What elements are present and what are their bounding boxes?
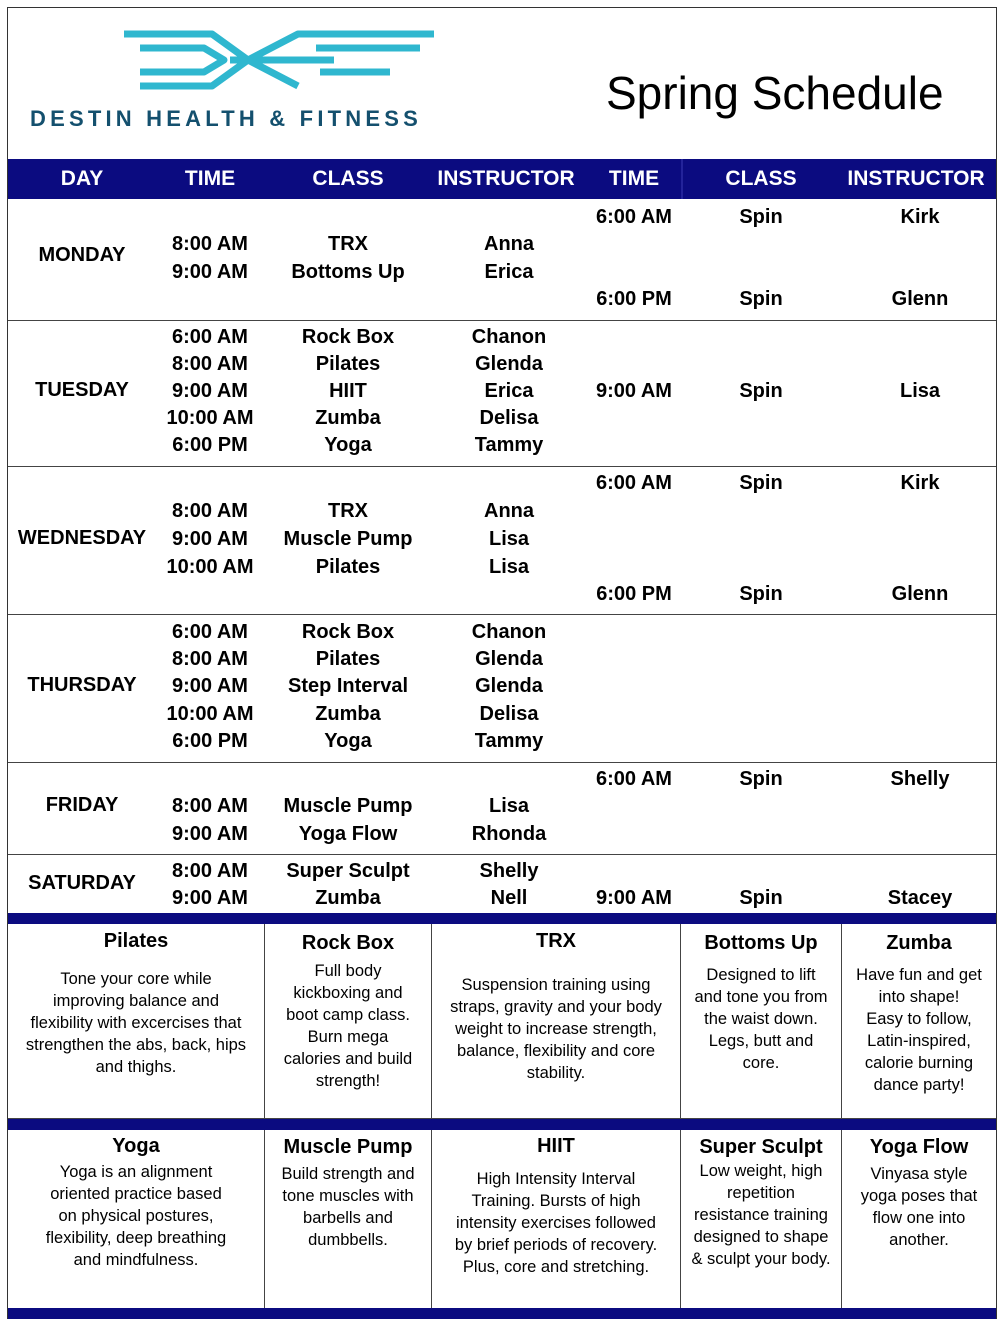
left-class-cell: HIIT (329, 380, 367, 402)
left-time-cell: 6:00 AM (172, 326, 248, 348)
descriptions-row-2 (8, 1130, 996, 1309)
left-class-cell: Zumba (315, 407, 381, 429)
right-instructor-cell: Lisa (899, 380, 941, 402)
left-time-cell: 8:00 AM (172, 233, 248, 255)
left-class-cell: Yoga (324, 434, 372, 456)
left-class-cell: Yoga Flow (298, 823, 398, 845)
right-class-cell: Spin (739, 380, 783, 402)
left-time-cell: 9:00 AM (172, 528, 248, 550)
right-instructor-cell: Stacey (887, 887, 953, 909)
right-class-cell: Spin (739, 472, 783, 494)
left-class-cell: Yoga (324, 730, 372, 752)
desc-title: Muscle Pump (283, 1136, 413, 1158)
col-class: CLASS (312, 167, 384, 190)
right-instructor-cell: Kirk (900, 206, 940, 228)
logo (20, 24, 540, 134)
left-class-cell: Pilates (315, 353, 381, 375)
left-time-cell: 8:00 AM (172, 860, 248, 882)
left-class-cell: TRX (328, 233, 368, 255)
left-time-cell: 9:00 AM (172, 380, 248, 402)
desc-title: Zumba (886, 932, 952, 954)
left-instructor-cell: Glenda (475, 353, 543, 375)
left-instructor-cell: Glenda (475, 675, 543, 697)
left-time-cell: 10:00 AM (166, 703, 254, 725)
col-instructor: INSTRUCTOR (437, 167, 575, 190)
day-label: SATURDAY (28, 872, 136, 894)
left-class-cell: Bottoms Up (291, 261, 405, 283)
left-instructor-cell: Delisa (479, 703, 539, 725)
desc-text: Vinyasa style yoga poses that flow one into another. (860, 1165, 978, 1249)
right-class-cell: Spin (739, 288, 783, 310)
left-class-cell: Step Interval (287, 675, 409, 697)
desc-yoga-flow (842, 1130, 996, 1308)
desc-bottoms-up (681, 924, 842, 1118)
col-class-2: CLASS (725, 167, 797, 190)
right-time-cell: 9:00 AM (596, 887, 672, 909)
header-divider (681, 159, 683, 199)
section-divider (8, 913, 996, 924)
schedule-row-thursday (8, 614, 996, 763)
left-class-cell: Muscle Pump (283, 795, 413, 817)
desc-zumba (842, 924, 996, 1118)
left-instructor-cell: Chanon (471, 621, 547, 643)
left-instructor-cell: Tammy (474, 434, 544, 456)
schedule-row-saturday (8, 854, 996, 913)
left-instructor-cell: Tammy (474, 730, 544, 752)
left-time-cell: 6:00 PM (172, 730, 248, 752)
right-class-cell: Spin (739, 887, 783, 909)
right-time-cell: 6:00 AM (596, 472, 672, 494)
right-instructor-cell: Glenn (891, 288, 949, 310)
desc-text: Suspension training using straps, gravity and your body weight to increase strength, balance, flexibility and core stability. (450, 976, 662, 1082)
right-instructor-cell: Glenn (891, 583, 949, 605)
desc-muscle-pump (265, 1130, 432, 1308)
schedule-row-friday (8, 762, 996, 855)
left-class-cell: Pilates (315, 648, 381, 670)
day-label: FRIDAY (45, 794, 119, 816)
table-header (8, 159, 996, 199)
left-instructor-cell: Lisa (488, 795, 530, 817)
left-instructor-cell: Lisa (488, 556, 530, 578)
schedule-row-monday (8, 200, 996, 321)
dhf-logo-mark (120, 28, 438, 92)
desc-text: Build strength and tone muscles with barbells and dumbbells. (281, 1165, 415, 1249)
right-class-cell: Spin (739, 768, 783, 790)
left-time-cell: 9:00 AM (172, 887, 248, 909)
right-time-cell: 6:00 PM (596, 583, 672, 605)
day-label: TUESDAY (35, 379, 129, 401)
desc-text: Have fun and get into shape! Easy to follow, Latin-inspired, calorie burning dance party! (856, 966, 982, 1094)
left-time-cell: 6:00 PM (172, 434, 248, 456)
desc-hiit (432, 1130, 681, 1308)
desc-title: Super Sculpt (699, 1136, 823, 1158)
left-class-cell: Super Sculpt (286, 860, 410, 882)
desc-text: Tone your core while improving balance and flexibility with excercises that strengthen the abs, back, hips and thighs. (25, 970, 247, 1076)
left-class-cell: Rock Box (301, 621, 395, 643)
desc-title: TRX (536, 930, 576, 952)
left-time-cell: 8:00 AM (172, 353, 248, 375)
left-instructor-cell: Rhonda (471, 823, 547, 845)
desc-text: Full body kickboxing and boot camp class. Burn mega calories and build strength! (283, 962, 413, 1090)
desc-pilates (8, 924, 265, 1118)
section-divider (8, 1308, 996, 1319)
right-instructor-cell: Kirk (900, 472, 940, 494)
desc-trx (432, 924, 681, 1118)
right-class-cell: Spin (739, 206, 783, 228)
descriptions-row-1 (8, 924, 996, 1119)
left-instructor-cell: Lisa (488, 528, 530, 550)
day-label: THURSDAY (27, 674, 137, 696)
section-divider (8, 1119, 996, 1130)
left-time-cell: 9:00 AM (172, 675, 248, 697)
left-class-cell: Zumba (315, 703, 381, 725)
col-time-2: TIME (608, 167, 660, 190)
left-class-cell: Rock Box (301, 326, 395, 348)
right-time-cell: 6:00 AM (596, 206, 672, 228)
left-instructor-cell: Anna (484, 233, 534, 255)
right-time-cell: 6:00 AM (596, 768, 672, 790)
right-time-cell: 6:00 PM (596, 288, 672, 310)
left-class-cell: Pilates (315, 556, 381, 578)
desc-text: Yoga is an alignment oriented practice based on physical postures, flexibility, deep breathing and mindfulness. (45, 1163, 227, 1269)
left-instructor-cell: Nell (490, 887, 528, 909)
left-time-cell: 8:00 AM (172, 500, 248, 522)
left-instructor-cell: Delisa (479, 407, 539, 429)
desc-title: Pilates (103, 930, 169, 952)
desc-rock-box (265, 924, 432, 1118)
schedule-row-wednesday (8, 466, 996, 615)
right-class-cell: Spin (739, 583, 783, 605)
page-title: Spring Schedule (606, 67, 944, 119)
desc-title: Rock Box (301, 932, 395, 954)
right-instructor-cell: Shelly (890, 768, 950, 790)
desc-text: Low weight, high repetition resistance training designed to shape & sculpt your body. (691, 1162, 831, 1268)
desc-title: Yoga (112, 1135, 160, 1157)
col-time: TIME (184, 167, 236, 190)
col-instructor-2: INSTRUCTOR (847, 167, 985, 190)
desc-text: High Intensity Interval Training. Bursts of high intensity exercises followed by brief periods of recovery. Plus, core and stretching. (454, 1170, 658, 1276)
desc-title: HIIT (537, 1135, 575, 1157)
desc-title: Yoga Flow (869, 1136, 969, 1158)
day-label: MONDAY (38, 244, 126, 266)
left-class-cell: Zumba (315, 887, 381, 909)
col-day: DAY (60, 167, 104, 190)
desc-text: Designed to lift and tone you from the waist down. Legs, butt and core. (694, 966, 828, 1072)
left-instructor-cell: Glenda (475, 648, 543, 670)
left-time-cell: 9:00 AM (172, 823, 248, 845)
left-time-cell: 8:00 AM (172, 795, 248, 817)
left-time-cell: 10:00 AM (166, 556, 254, 578)
left-class-cell: Muscle Pump (283, 528, 413, 550)
left-instructor-cell: Anna (484, 500, 534, 522)
left-time-cell: 6:00 AM (172, 621, 248, 643)
right-time-cell: 9:00 AM (596, 380, 672, 402)
left-instructor-cell: Chanon (471, 326, 547, 348)
schedule-row-tuesday (8, 320, 996, 467)
left-time-cell: 8:00 AM (172, 648, 248, 670)
left-time-cell: 10:00 AM (166, 407, 254, 429)
left-time-cell: 9:00 AM (172, 261, 248, 283)
left-class-cell: TRX (328, 500, 368, 522)
desc-title: Bottoms Up (704, 932, 818, 954)
desc-super-sculpt (681, 1130, 842, 1308)
brand-name: DESTIN HEALTH & FITNESS (30, 106, 422, 131)
left-instructor-cell: Shelly (479, 860, 539, 882)
left-instructor-cell: Erica (484, 380, 534, 402)
left-instructor-cell: Erica (484, 261, 534, 283)
day-label: WEDNESDAY (17, 527, 147, 549)
desc-yoga (8, 1130, 265, 1308)
